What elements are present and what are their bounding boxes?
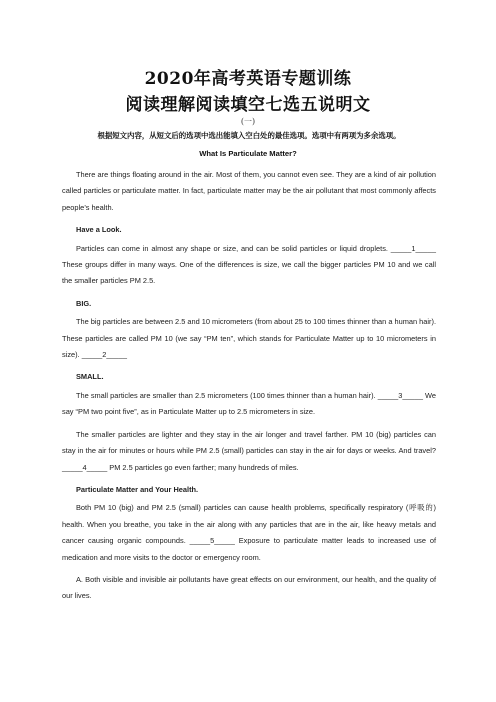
option-a: A. Both visible and invisible air pollutants have great effects on our environment, our health, and the quality of our lives. [62, 574, 436, 601]
section-number: (一) [240, 117, 256, 126]
heading-have-a-look: Have a Look. [76, 225, 122, 235]
heading-small: SMALL. [76, 372, 104, 382]
paragraph-3: The big particles are between 2.5 and 10 micrometers (from about 25 to 100 times thinner than a human hair). These particles are called PM 10 (we say “PM ten”, which stands for Particulate Matter up to 10 micrometers in size). _____2_____ [62, 317, 436, 360]
paragraph-1: There are things floating around in the air. Most of them, you cannot even see. They are a kind of air pollution called particles or particulate matter. In fact, particulate matter may be the air pollutant that most commonly affects people’s health. [62, 170, 436, 212]
heading-health: Particulate Matter and Your Health. [76, 484, 199, 494]
paragraph-5: The smaller particles are lighter and they stay in the air longer and travel farther. PM 10 (big) particles can stay in the air for minutes or hours while PM 2.5 (small) particles can stay in the air for days or weeks. And travel? _____4_____ PM 2.5 particles go even farther; many hundreds of miles. [62, 429, 436, 472]
passage-body [62, 167, 436, 605]
passage-title: What Is Particulate Matter? [199, 149, 297, 158]
heading-big: BIG. [76, 298, 92, 308]
document-title-line1: 2020年高考英语专题训练 [144, 69, 352, 89]
instruction-text: 根据短文内容，从短文后的选项中选出能填入空白处的最佳选项。选项中有两项为多余选项。 [97, 131, 401, 140]
document-title-line2: 阅读理解阅读填空七选五说明文 [125, 95, 371, 115]
paragraph-2: Particles can come in almost any shape or size, and can be solid particles or liquid droplets. _____1_____ These groups differ in many ways. One of the differences is size, we call the bigger particles PM 10 and we call the smaller particles PM 2.5. [62, 243, 436, 286]
paragraph-4: The small particles are smaller than 2.5 micrometers (100 times thinner than a human hair). _____3_____ We say “PM two point five”, as in Particulate Matter up to 2.5 micrometers in size. [62, 390, 436, 417]
paragraph-6: Both PM 10 (big) and PM 2.5 (small) particles can cause health problems, specifically respiratory (呼吸的) health. When you breathe, you take in the air along with any particles that are in the air, like heavy metals and cancer causing organic compounds. _____5_____ Exposure to particulate matter leads to increased use of medication and more visits to the doctor or emergency room. [62, 503, 436, 562]
